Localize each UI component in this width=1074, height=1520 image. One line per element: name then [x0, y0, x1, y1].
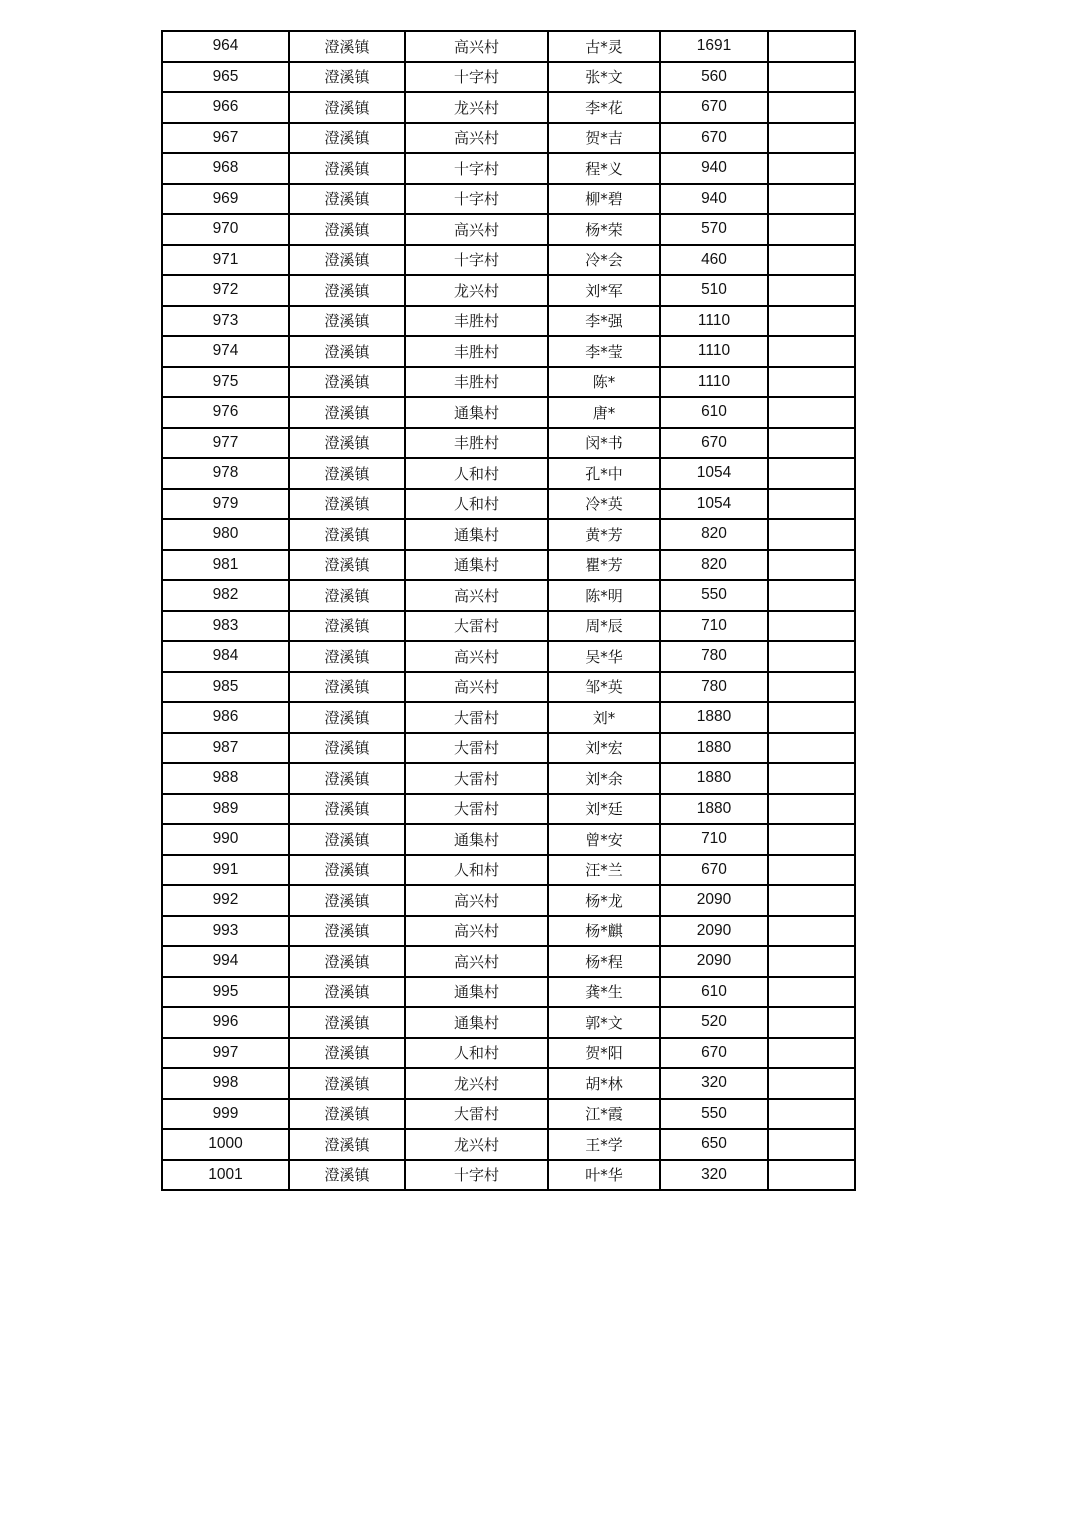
- cell-person-name: 贺*吉: [548, 123, 660, 154]
- table-row: [162, 245, 855, 276]
- cell-town: 澄溪镇: [289, 1038, 405, 1069]
- cell-note: [768, 855, 855, 886]
- cell-serial-number: 994: [162, 946, 289, 977]
- cell-amount: 610: [660, 977, 768, 1008]
- cell-town: 澄溪镇: [289, 367, 405, 398]
- table-row: [162, 672, 855, 703]
- cell-person-name: 刘*宏: [548, 733, 660, 764]
- cell-town: 澄溪镇: [289, 946, 405, 977]
- cell-serial-number: 995: [162, 977, 289, 1008]
- cell-note: [768, 885, 855, 916]
- table-row: [162, 641, 855, 672]
- cell-village: 丰胜村: [405, 336, 548, 367]
- cell-village: 通集村: [405, 1007, 548, 1038]
- cell-town: 澄溪镇: [289, 519, 405, 550]
- cell-person-name: 吴*华: [548, 641, 660, 672]
- cell-village: 高兴村: [405, 885, 548, 916]
- table-row: [162, 397, 855, 428]
- table-row: [162, 1038, 855, 1069]
- cell-amount: 710: [660, 611, 768, 642]
- cell-serial-number: 985: [162, 672, 289, 703]
- cell-note: [768, 519, 855, 550]
- cell-serial-number: 972: [162, 275, 289, 306]
- cell-amount: 2090: [660, 885, 768, 916]
- cell-village: 大雷村: [405, 611, 548, 642]
- table-row: [162, 580, 855, 611]
- cell-village: 大雷村: [405, 763, 548, 794]
- cell-person-name: 江*霞: [548, 1099, 660, 1130]
- cell-town: 澄溪镇: [289, 214, 405, 245]
- cell-town: 澄溪镇: [289, 1007, 405, 1038]
- cell-town: 澄溪镇: [289, 580, 405, 611]
- cell-amount: 1880: [660, 702, 768, 733]
- cell-amount: 550: [660, 580, 768, 611]
- data-table: [161, 30, 856, 1191]
- cell-town: 澄溪镇: [289, 123, 405, 154]
- cell-serial-number: 971: [162, 245, 289, 276]
- table-row: [162, 367, 855, 398]
- cell-town: 澄溪镇: [289, 885, 405, 916]
- cell-amount: 320: [660, 1160, 768, 1191]
- cell-person-name: 刘*: [548, 702, 660, 733]
- cell-person-name: 瞿*芳: [548, 550, 660, 581]
- cell-serial-number: 969: [162, 184, 289, 215]
- cell-note: [768, 214, 855, 245]
- cell-note: [768, 336, 855, 367]
- cell-town: 澄溪镇: [289, 184, 405, 215]
- cell-person-name: 黄*芳: [548, 519, 660, 550]
- cell-serial-number: 988: [162, 763, 289, 794]
- cell-person-name: 曾*安: [548, 824, 660, 855]
- cell-serial-number: 993: [162, 916, 289, 947]
- cell-note: [768, 916, 855, 947]
- cell-village: 通集村: [405, 824, 548, 855]
- cell-serial-number: 970: [162, 214, 289, 245]
- cell-person-name: 孔*中: [548, 458, 660, 489]
- cell-village: 人和村: [405, 1038, 548, 1069]
- cell-note: [768, 1068, 855, 1099]
- table-row: [162, 824, 855, 855]
- table-body: [162, 31, 855, 1190]
- table-row: [162, 31, 855, 62]
- cell-serial-number: 996: [162, 1007, 289, 1038]
- cell-serial-number: 982: [162, 580, 289, 611]
- cell-person-name: 杨*龙: [548, 885, 660, 916]
- cell-person-name: 龚*生: [548, 977, 660, 1008]
- cell-amount: 710: [660, 824, 768, 855]
- cell-amount: 2090: [660, 916, 768, 947]
- cell-village: 龙兴村: [405, 275, 548, 306]
- cell-serial-number: 979: [162, 489, 289, 520]
- table-row: [162, 336, 855, 367]
- cell-person-name: 李*强: [548, 306, 660, 337]
- cell-serial-number: 977: [162, 428, 289, 459]
- cell-town: 澄溪镇: [289, 458, 405, 489]
- cell-village: 高兴村: [405, 31, 548, 62]
- cell-village: 高兴村: [405, 641, 548, 672]
- cell-note: [768, 1160, 855, 1191]
- table-row: [162, 1099, 855, 1130]
- cell-amount: 670: [660, 855, 768, 886]
- cell-amount: 2090: [660, 946, 768, 977]
- cell-village: 十字村: [405, 153, 548, 184]
- cell-town: 澄溪镇: [289, 916, 405, 947]
- cell-town: 澄溪镇: [289, 672, 405, 703]
- cell-village: 丰胜村: [405, 306, 548, 337]
- cell-amount: 940: [660, 153, 768, 184]
- cell-serial-number: 997: [162, 1038, 289, 1069]
- cell-note: [768, 794, 855, 825]
- cell-person-name: 古*灵: [548, 31, 660, 62]
- cell-amount: 820: [660, 519, 768, 550]
- cell-note: [768, 824, 855, 855]
- cell-village: 十字村: [405, 62, 548, 93]
- cell-person-name: 贺*阳: [548, 1038, 660, 1069]
- cell-note: [768, 1099, 855, 1130]
- cell-amount: 570: [660, 214, 768, 245]
- cell-note: [768, 977, 855, 1008]
- cell-village: 高兴村: [405, 123, 548, 154]
- cell-town: 澄溪镇: [289, 1160, 405, 1191]
- cell-person-name: 唐*: [548, 397, 660, 428]
- cell-person-name: 冷*英: [548, 489, 660, 520]
- cell-amount: 560: [660, 62, 768, 93]
- cell-village: 龙兴村: [405, 1129, 548, 1160]
- cell-village: 通集村: [405, 977, 548, 1008]
- cell-note: [768, 763, 855, 794]
- cell-amount: 1880: [660, 733, 768, 764]
- cell-town: 澄溪镇: [289, 1129, 405, 1160]
- cell-village: 高兴村: [405, 580, 548, 611]
- cell-amount: 320: [660, 1068, 768, 1099]
- table-row: [162, 1068, 855, 1099]
- cell-note: [768, 550, 855, 581]
- cell-person-name: 周*辰: [548, 611, 660, 642]
- cell-note: [768, 611, 855, 642]
- cell-note: [768, 153, 855, 184]
- cell-town: 澄溪镇: [289, 1068, 405, 1099]
- cell-amount: 670: [660, 428, 768, 459]
- table-row: [162, 428, 855, 459]
- table-row: [162, 702, 855, 733]
- cell-note: [768, 31, 855, 62]
- cell-village: 通集村: [405, 519, 548, 550]
- cell-village: 高兴村: [405, 672, 548, 703]
- cell-person-name: 陈*明: [548, 580, 660, 611]
- cell-amount: 550: [660, 1099, 768, 1130]
- cell-village: 人和村: [405, 489, 548, 520]
- cell-note: [768, 275, 855, 306]
- cell-town: 澄溪镇: [289, 1099, 405, 1130]
- cell-note: [768, 580, 855, 611]
- cell-serial-number: 992: [162, 885, 289, 916]
- cell-serial-number: 984: [162, 641, 289, 672]
- table-row: [162, 275, 855, 306]
- cell-serial-number: 968: [162, 153, 289, 184]
- cell-town: 澄溪镇: [289, 763, 405, 794]
- cell-serial-number: 991: [162, 855, 289, 886]
- cell-note: [768, 92, 855, 123]
- cell-serial-number: 980: [162, 519, 289, 550]
- table-row: [162, 1129, 855, 1160]
- cell-town: 澄溪镇: [289, 733, 405, 764]
- cell-amount: 510: [660, 275, 768, 306]
- cell-village: 高兴村: [405, 214, 548, 245]
- cell-note: [768, 1129, 855, 1160]
- cell-note: [768, 1038, 855, 1069]
- cell-amount: 940: [660, 184, 768, 215]
- cell-serial-number: 999: [162, 1099, 289, 1130]
- cell-village: 丰胜村: [405, 428, 548, 459]
- cell-town: 澄溪镇: [289, 153, 405, 184]
- cell-person-name: 叶*华: [548, 1160, 660, 1191]
- cell-amount: 1110: [660, 336, 768, 367]
- cell-person-name: 杨*荣: [548, 214, 660, 245]
- cell-note: [768, 641, 855, 672]
- cell-person-name: 柳*碧: [548, 184, 660, 215]
- cell-serial-number: 1000: [162, 1129, 289, 1160]
- cell-village: 人和村: [405, 458, 548, 489]
- cell-person-name: 李*莹: [548, 336, 660, 367]
- cell-town: 澄溪镇: [289, 824, 405, 855]
- cell-serial-number: 987: [162, 733, 289, 764]
- cell-village: 通集村: [405, 550, 548, 581]
- cell-town: 澄溪镇: [289, 641, 405, 672]
- cell-town: 澄溪镇: [289, 977, 405, 1008]
- cell-amount: 650: [660, 1129, 768, 1160]
- cell-person-name: 刘*廷: [548, 794, 660, 825]
- table-row: [162, 519, 855, 550]
- cell-person-name: 郭*文: [548, 1007, 660, 1038]
- cell-person-name: 杨*麒: [548, 916, 660, 947]
- cell-amount: 1691: [660, 31, 768, 62]
- cell-town: 澄溪镇: [289, 855, 405, 886]
- cell-village: 十字村: [405, 184, 548, 215]
- cell-village: 高兴村: [405, 916, 548, 947]
- cell-note: [768, 458, 855, 489]
- cell-town: 澄溪镇: [289, 550, 405, 581]
- cell-person-name: 李*花: [548, 92, 660, 123]
- table-row: [162, 1160, 855, 1191]
- cell-town: 澄溪镇: [289, 702, 405, 733]
- cell-amount: 1880: [660, 763, 768, 794]
- cell-town: 澄溪镇: [289, 62, 405, 93]
- table-row: [162, 153, 855, 184]
- cell-town: 澄溪镇: [289, 794, 405, 825]
- table-row: [162, 458, 855, 489]
- cell-town: 澄溪镇: [289, 428, 405, 459]
- cell-serial-number: 983: [162, 611, 289, 642]
- table-row: [162, 123, 855, 154]
- cell-serial-number: 966: [162, 92, 289, 123]
- cell-town: 澄溪镇: [289, 31, 405, 62]
- cell-serial-number: 964: [162, 31, 289, 62]
- table-row: [162, 885, 855, 916]
- cell-note: [768, 733, 855, 764]
- table-row: [162, 306, 855, 337]
- table-row: [162, 611, 855, 642]
- cell-serial-number: 976: [162, 397, 289, 428]
- cell-person-name: 张*文: [548, 62, 660, 93]
- cell-serial-number: 973: [162, 306, 289, 337]
- cell-serial-number: 965: [162, 62, 289, 93]
- cell-serial-number: 986: [162, 702, 289, 733]
- cell-person-name: 刘*余: [548, 763, 660, 794]
- cell-note: [768, 397, 855, 428]
- table-row: [162, 214, 855, 245]
- table-row: [162, 1007, 855, 1038]
- cell-person-name: 杨*程: [548, 946, 660, 977]
- table-row: [162, 62, 855, 93]
- cell-serial-number: 990: [162, 824, 289, 855]
- cell-amount: 1054: [660, 489, 768, 520]
- table-row: [162, 794, 855, 825]
- cell-serial-number: 978: [162, 458, 289, 489]
- cell-note: [768, 1007, 855, 1038]
- cell-amount: 780: [660, 641, 768, 672]
- table-row: [162, 733, 855, 764]
- table-row: [162, 92, 855, 123]
- cell-person-name: 邹*英: [548, 672, 660, 703]
- cell-amount: 1110: [660, 367, 768, 398]
- cell-note: [768, 123, 855, 154]
- cell-note: [768, 946, 855, 977]
- cell-amount: 670: [660, 1038, 768, 1069]
- cell-note: [768, 489, 855, 520]
- cell-town: 澄溪镇: [289, 336, 405, 367]
- cell-village: 大雷村: [405, 794, 548, 825]
- cell-note: [768, 702, 855, 733]
- table-row: [162, 489, 855, 520]
- cell-amount: 1054: [660, 458, 768, 489]
- cell-village: 大雷村: [405, 1099, 548, 1130]
- table-row: [162, 550, 855, 581]
- cell-village: 大雷村: [405, 733, 548, 764]
- cell-town: 澄溪镇: [289, 275, 405, 306]
- cell-town: 澄溪镇: [289, 489, 405, 520]
- table-row: [162, 977, 855, 1008]
- cell-note: [768, 428, 855, 459]
- cell-village: 丰胜村: [405, 367, 548, 398]
- cell-village: 大雷村: [405, 702, 548, 733]
- cell-amount: 610: [660, 397, 768, 428]
- cell-amount: 1880: [660, 794, 768, 825]
- cell-town: 澄溪镇: [289, 306, 405, 337]
- table-row: [162, 184, 855, 215]
- table-row: [162, 916, 855, 947]
- cell-person-name: 汪*兰: [548, 855, 660, 886]
- cell-note: [768, 62, 855, 93]
- table-row: [162, 855, 855, 886]
- cell-village: 十字村: [405, 245, 548, 276]
- cell-town: 澄溪镇: [289, 611, 405, 642]
- cell-village: 人和村: [405, 855, 548, 886]
- cell-serial-number: 989: [162, 794, 289, 825]
- cell-town: 澄溪镇: [289, 397, 405, 428]
- cell-village: 十字村: [405, 1160, 548, 1191]
- cell-amount: 520: [660, 1007, 768, 1038]
- cell-serial-number: 974: [162, 336, 289, 367]
- cell-serial-number: 1001: [162, 1160, 289, 1191]
- cell-note: [768, 306, 855, 337]
- cell-person-name: 王*学: [548, 1129, 660, 1160]
- cell-person-name: 刘*军: [548, 275, 660, 306]
- cell-amount: 670: [660, 123, 768, 154]
- cell-note: [768, 184, 855, 215]
- cell-note: [768, 245, 855, 276]
- cell-note: [768, 672, 855, 703]
- table-row: [162, 946, 855, 977]
- cell-person-name: 冷*会: [548, 245, 660, 276]
- cell-village: 通集村: [405, 397, 548, 428]
- cell-village: 龙兴村: [405, 92, 548, 123]
- cell-amount: 670: [660, 92, 768, 123]
- cell-amount: 780: [660, 672, 768, 703]
- cell-serial-number: 998: [162, 1068, 289, 1099]
- cell-amount: 820: [660, 550, 768, 581]
- cell-person-name: 陈*: [548, 367, 660, 398]
- cell-town: 澄溪镇: [289, 245, 405, 276]
- cell-amount: 460: [660, 245, 768, 276]
- cell-serial-number: 981: [162, 550, 289, 581]
- cell-town: 澄溪镇: [289, 92, 405, 123]
- cell-person-name: 胡*林: [548, 1068, 660, 1099]
- table-row: [162, 763, 855, 794]
- cell-person-name: 闵*书: [548, 428, 660, 459]
- cell-village: 高兴村: [405, 946, 548, 977]
- cell-person-name: 程*义: [548, 153, 660, 184]
- cell-serial-number: 967: [162, 123, 289, 154]
- cell-amount: 1110: [660, 306, 768, 337]
- cell-note: [768, 367, 855, 398]
- cell-village: 龙兴村: [405, 1068, 548, 1099]
- cell-serial-number: 975: [162, 367, 289, 398]
